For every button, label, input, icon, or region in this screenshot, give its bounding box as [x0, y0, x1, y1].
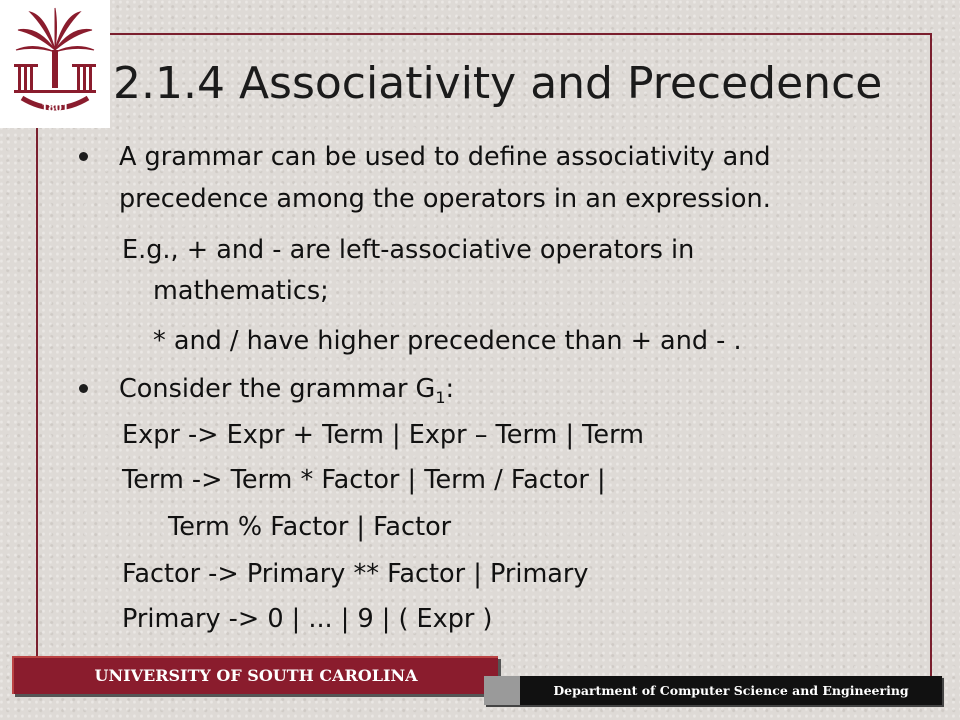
department-banner-shadow — [484, 676, 942, 705]
logo-year: 1801 — [41, 103, 69, 114]
grammar-colon: : — [445, 374, 455, 404]
grammar-intro: Consider the grammar G — [119, 374, 436, 404]
line-6 — [119, 372, 454, 415]
bullet-2 — [79, 384, 88, 393]
bullet-1 — [79, 152, 88, 161]
rule-primary: Primary -> 0 | ... | 9 | ( Expr ) — [122, 604, 493, 634]
line-2: precedence among the operators in an expression. — [119, 184, 771, 214]
rule-factor: Factor -> Primary ** Factor | Primary — [122, 559, 589, 589]
rule-term-cont: Term % Factor | Factor — [168, 512, 452, 542]
line-5: * and / have higher precedence than + and - . — [153, 326, 742, 356]
line-4: mathematics; — [153, 276, 329, 306]
logo — [0, 0, 110, 128]
rule-expr: Expr -> Expr + Term | Expr – Term | Term — [122, 420, 644, 450]
palmetto-seal-icon — [8, 6, 102, 118]
university-banner: UNIVERSITY OF SOUTH CAROLINA — [12, 656, 498, 694]
grammar-subscript: 1 — [435, 388, 446, 408]
line-3: E.g., + and - are left-associative operators in — [122, 235, 695, 265]
department-banner: Department of Computer Science and Engineering — [520, 676, 942, 705]
slide-title: 2.1.4 Associativity and Precedence — [113, 58, 883, 109]
line-1: A grammar can be used to define associativity and — [119, 142, 771, 172]
rule-term: Term -> Term * Factor | Term / Factor | — [122, 465, 606, 495]
